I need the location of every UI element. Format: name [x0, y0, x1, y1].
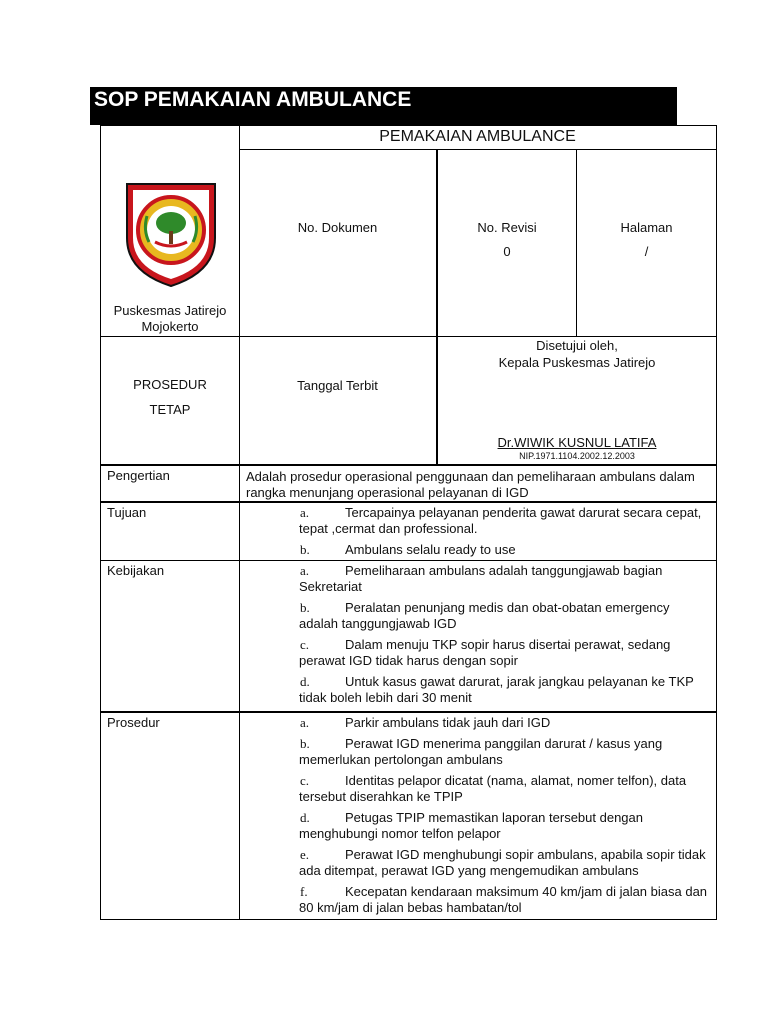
list-item: d. Untuk kasus gawat darurat, jarak jangkau pelayanan ke TKP tidak boleh lebih dari 30 menit: [299, 674, 694, 705]
no-dokumen-label: No. Dokumen: [297, 220, 378, 235]
sop-body-table: [100, 465, 717, 920]
puskesmas-logo-icon: [123, 176, 219, 288]
doc-title: PEMAKAIAN AMBULANCE: [379, 128, 576, 145]
halaman-value: /: [644, 244, 649, 259]
tanggal-terbit-label: Tanggal Terbit: [297, 378, 378, 393]
row-pengertian: [101, 465, 716, 501]
list-item: d. Petugas TPIP memastikan laporan tersebut dengan menghubungi nomor telfon pelapor: [299, 810, 643, 841]
tujuan-label: Tujuan: [101, 503, 240, 560]
list-item: b. Perawat IGD menerima panggilan darurat / kasus yang memerlukan pertolongan ambulans: [299, 736, 663, 767]
kebijakan-list: [240, 561, 716, 711]
row-kebijakan: [101, 560, 716, 711]
signer-name: Dr.WIWIK KUSNUL LATIFA: [497, 435, 657, 450]
list-item: b. Ambulans selalu ready to use: [300, 542, 516, 557]
prosedur-label: Prosedur: [101, 713, 240, 919]
header-table: [100, 125, 717, 465]
pengertian-text: Adalah prosedur operasional penggunaan dan pemeliharaan ambulans dalam rangka menunjang operasional pelayanan di IGD: [246, 469, 695, 500]
prosedur-tetap-line1: PROSEDUR: [133, 377, 207, 392]
list-item: c. Identitas pelapor dicatat (nama, alamat, nomer telfon), data tersebut diserahkan ke TPIP: [299, 773, 687, 804]
list-item: f. Kecepatan kendaraan maksimum 40 km/jam di jalan biasa dan 80 km/jam di jalan bebas hambatan/tol: [299, 884, 708, 915]
no-revisi-value: 0: [503, 244, 511, 259]
prosedur-tetap-line2: TETAP: [149, 402, 191, 417]
list-item: b. Peralatan penunjang medis dan obat-obatan emergency adalah tanggungjawab IGD: [299, 600, 670, 631]
row-tujuan: [101, 501, 716, 560]
pengertian-label: Pengertian: [101, 466, 240, 501]
list-item: e. Perawat IGD menghubungi sopir ambulans, apabila sopir tidak ada ditempat, perawat IGD yang mengemudikan ambulans: [299, 847, 706, 878]
kebijakan-label: Kebijakan: [101, 561, 240, 711]
no-revisi-label: No. Revisi: [477, 220, 537, 235]
halaman-label: Halaman: [620, 220, 673, 235]
list-item: a. Pemeliharaan ambulans adalah tanggungjawab bagian Sekretariat: [299, 563, 663, 594]
prosedur-list: [240, 713, 716, 919]
list-item: a. Tercapainya pelayanan penderita gawat darurat secara cepat, tepat ,cermat dan professional.: [299, 505, 702, 536]
tujuan-list: [240, 503, 716, 560]
row-prosedur: [101, 711, 716, 919]
list-item: a. Parkir ambulans tidak jauh dari IGD: [300, 715, 551, 730]
org-name: Puskesmas Jatirejo Mojokerto: [113, 303, 227, 334]
list-item: c. Dalam menuju TKP sopir harus disertai perawat, sedang perawat IGD tidak harus dengan sopir: [299, 637, 671, 668]
approved-by: Disetujui oleh,: [536, 338, 618, 353]
signer-nip: NIP.1971.1104.2002.12.2003: [519, 451, 635, 461]
approved-title: Kepala Puskesmas Jatirejo: [498, 355, 656, 370]
page-title: SOP PEMAKAIAN AMBULANCE: [90, 87, 677, 125]
